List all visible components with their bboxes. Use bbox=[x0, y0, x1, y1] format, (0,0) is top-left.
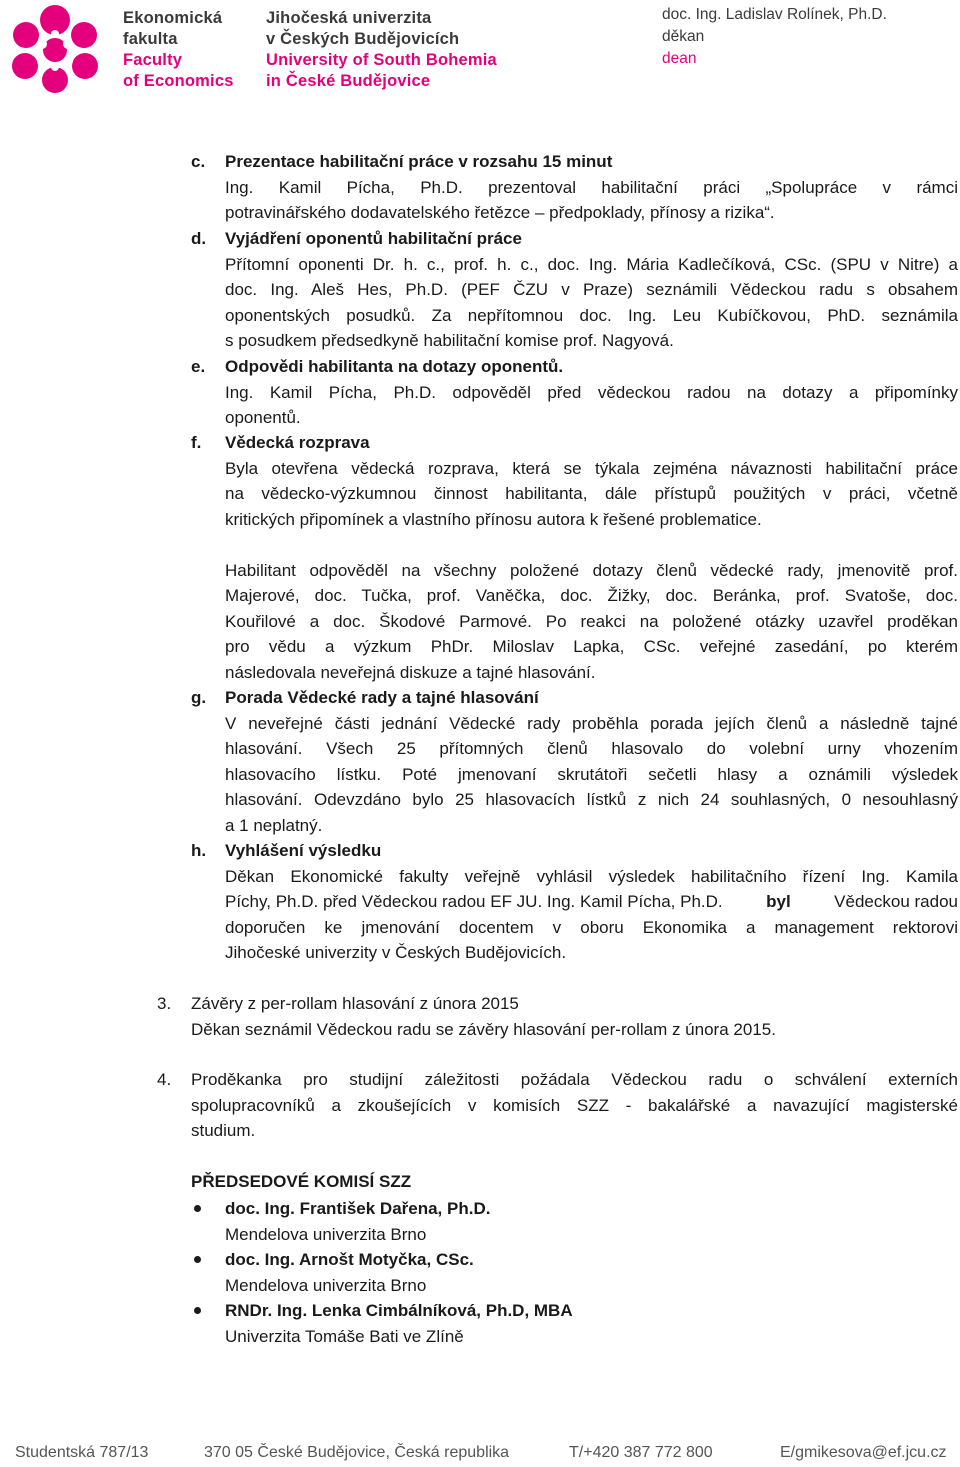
text-line: studium. bbox=[191, 1121, 256, 1140]
item-marker: e. bbox=[191, 357, 206, 376]
faculty-cz-line1: Ekonomická bbox=[123, 9, 223, 27]
list-heading: PŘEDSEDOVÉ KOMISÍ SZZ bbox=[191, 1172, 412, 1191]
item-h bbox=[191, 838, 958, 966]
faculty-en-line2: of Economics bbox=[123, 72, 234, 90]
text-line: na vědecko-výzkumnou činnost habilitanta, dále přístupů použitých v práci, včetně bbox=[225, 484, 958, 503]
uni-en-line1: University of South Bohemia bbox=[266, 51, 497, 69]
footer-city: 370 05 České Budějovice, Česká republika bbox=[204, 1444, 510, 1461]
sender-block bbox=[662, 4, 887, 70]
sender-role-cz: děkan bbox=[662, 28, 705, 45]
item-heading: Vědecká rozprava bbox=[225, 433, 370, 452]
uni-cz-line1: Jihočeská univerzita bbox=[266, 9, 432, 27]
faculty-cz-line2: fakulta bbox=[123, 30, 178, 48]
text-line: hlasování. Všech 25 přítomných členů hlasovalo do volební urny vhozením bbox=[225, 739, 958, 758]
text-line: oponentských posudků. Za nepřítomnou doc. Ing. Leu Kubíčkovou, PhD. seznámila bbox=[225, 305, 958, 325]
text-line: Děkan Ekonomické fakulty veřejně vyhlásil výsledek habilitačního řízení Ing. Kamila bbox=[225, 866, 958, 886]
point-number: 4. bbox=[157, 1070, 172, 1089]
chair-institution: Univerzita Tomáše Bati ve Zlíně bbox=[225, 1326, 464, 1346]
item-marker: g. bbox=[191, 688, 207, 707]
sender-name: doc. Ing. Ladislav Rolínek, Ph.D. bbox=[662, 6, 887, 23]
text-line: následovala neveřejná diskuze a tajné hlasování. bbox=[225, 662, 596, 682]
text-line: V neveřejné části jednání Vědecké rady proběhla porada jejích členů a následně tajné bbox=[225, 713, 958, 733]
chair-name: RNDr. Ing. Lenka Cimbálníková, Ph.D, MBA bbox=[225, 1301, 573, 1320]
sender-role-en: dean bbox=[662, 50, 697, 67]
text-line: Ing. Kamil Pícha, Ph.D. odpověděl před vědeckou radou na dotazy a připomínky bbox=[225, 382, 958, 402]
text-line: Děkan seznámil Vědeckou radu se závěry hlasování per-rollam z února 2015. bbox=[191, 1019, 776, 1039]
university-name bbox=[266, 8, 497, 92]
item-heading: Odpovědi habilitanta na dotazy oponentů. bbox=[225, 357, 564, 376]
item-heading: Prezentace habilitační práce v rozsahu 15 minut bbox=[225, 152, 613, 171]
university-logo bbox=[6, 4, 104, 94]
item-heading: Vyhlášení výsledku bbox=[225, 841, 382, 860]
text-line: Habilitant odpověděl na všechny položené dotazy členů vědecké rady, jmenovitě prof. bbox=[225, 560, 958, 580]
bullet-icon bbox=[194, 1205, 201, 1212]
faculty-name bbox=[123, 8, 234, 92]
text-line: Byla otevřena vědecká rozprava, která se týkala zejména návaznosti habilitační práce bbox=[225, 458, 958, 478]
text-fragment: Vědeckou radou bbox=[834, 892, 958, 911]
point-4 bbox=[157, 1067, 958, 1195]
item-d bbox=[191, 226, 958, 354]
item-g bbox=[191, 685, 958, 838]
footer-phone: T/+420 387 772 800 bbox=[569, 1444, 713, 1461]
text-line: Jihočeské univerzity v Českých Budějovicích. bbox=[225, 943, 567, 962]
text-line: hlasovacího lístku. Poté jmenovaní skrutátoři sečetli hlasy a oznámili výsledek bbox=[225, 764, 958, 784]
chair-name: doc. Ing. Arnošt Motyčka, CSc. bbox=[225, 1250, 474, 1269]
chairs-list bbox=[191, 1196, 958, 1349]
point-number: 3. bbox=[157, 994, 172, 1013]
text-line: Přítomní oponenti Dr. h. c., prof. h. c., doc. Ing. Mária Kadlečíková, CSc. (SPU v Nitre) a bbox=[225, 254, 958, 274]
text-line: Proděkanka pro studijní záležitosti požádala Vědeckou radu o schválení externích bbox=[191, 1070, 958, 1089]
bullet-icon bbox=[194, 1307, 201, 1314]
point-heading: Závěry z per-rollam hlasování z února 2015 bbox=[191, 994, 519, 1013]
text-line: doporučen ke jmenování docentem v oboru Ekonomika a management rektorovi bbox=[225, 917, 958, 937]
text-line: spolupracovníků a zkoušejících v komisích SZZ - bakalářské a navazující magisterské bbox=[191, 1095, 958, 1115]
text-line: pro vědu a výzkum PhDr. Miloslav Lapka, CSc. veřejné zasedání, po kterém bbox=[225, 637, 958, 656]
item-marker: h. bbox=[191, 841, 207, 860]
footer-email[interactable]: E/gmikesova@ef.jcu.cz bbox=[780, 1444, 947, 1461]
item-c bbox=[191, 149, 958, 226]
item-heading: Porada Vědecké rady a tajné hlasování bbox=[225, 688, 539, 707]
point-3 bbox=[157, 991, 958, 1042]
emphasis-text: byl bbox=[766, 892, 791, 911]
list-item bbox=[191, 1247, 958, 1298]
text-line: hlasování. Odevzdáno bylo 25 hlasovacích lístků z nich 24 souhlasných, 0 nesouhlasný bbox=[225, 790, 958, 809]
text-line: Ing. Kamil Pícha, Ph.D. prezentoval habilitační práci „Spolupráce v rámci bbox=[225, 177, 958, 197]
chair-institution: Mendelova univerzita Brno bbox=[225, 1224, 427, 1244]
text-line: doc. Ing. Aleš Hes, Ph.D. (PEF ČZU v Praze) seznámili Vědeckou radu s obsahem bbox=[225, 280, 958, 299]
bullet-icon bbox=[194, 1256, 201, 1263]
item-f bbox=[191, 430, 958, 685]
chair-name: doc. Ing. František Dařena, Ph.D. bbox=[225, 1199, 491, 1218]
text-line: oponentů. bbox=[225, 408, 301, 427]
text-line bbox=[225, 889, 958, 915]
text-line: potravinářského dodavatelského řetězce – předpoklady, přínosy a rizika“. bbox=[225, 203, 775, 222]
text-line: Kouřilové a doc. Škodové Parmové. Po reakci na položené otázky uzavřel proděkan bbox=[225, 611, 958, 631]
list-item bbox=[191, 1298, 958, 1349]
text-line: a 1 neplatný. bbox=[225, 815, 323, 835]
faculty-en-line1: Faculty bbox=[123, 51, 183, 69]
chair-institution: Mendelova univerzita Brno bbox=[225, 1275, 427, 1295]
text-fragment: Píchy, Ph.D. před Vědeckou radou EF JU. Ing. Kamil Pícha, Ph.D. bbox=[225, 892, 723, 911]
list-item bbox=[191, 1196, 958, 1247]
uni-en-line2: in České Budějovice bbox=[266, 72, 431, 90]
item-marker: f. bbox=[191, 433, 202, 452]
item-marker: d. bbox=[191, 229, 207, 248]
item-heading: Vyjádření oponentů habilitační práce bbox=[225, 229, 522, 248]
text-line: kritických připomínek a vlastního přínosu autora k řešené problematice. bbox=[225, 509, 762, 529]
footer-street: Studentská 787/13 bbox=[15, 1444, 149, 1461]
uni-cz-line2: v Českých Budějovicích bbox=[266, 30, 460, 48]
text-line: s posudkem předsedkyně habilitační komise prof. Nagyová. bbox=[225, 331, 674, 350]
item-e bbox=[191, 354, 958, 431]
item-marker: c. bbox=[191, 152, 206, 171]
text-line: Majerové, doc. Tučka, prof. Vaněčka, doc. Žižky, doc. Beránka, prof. Svatoše, doc. bbox=[225, 586, 958, 605]
